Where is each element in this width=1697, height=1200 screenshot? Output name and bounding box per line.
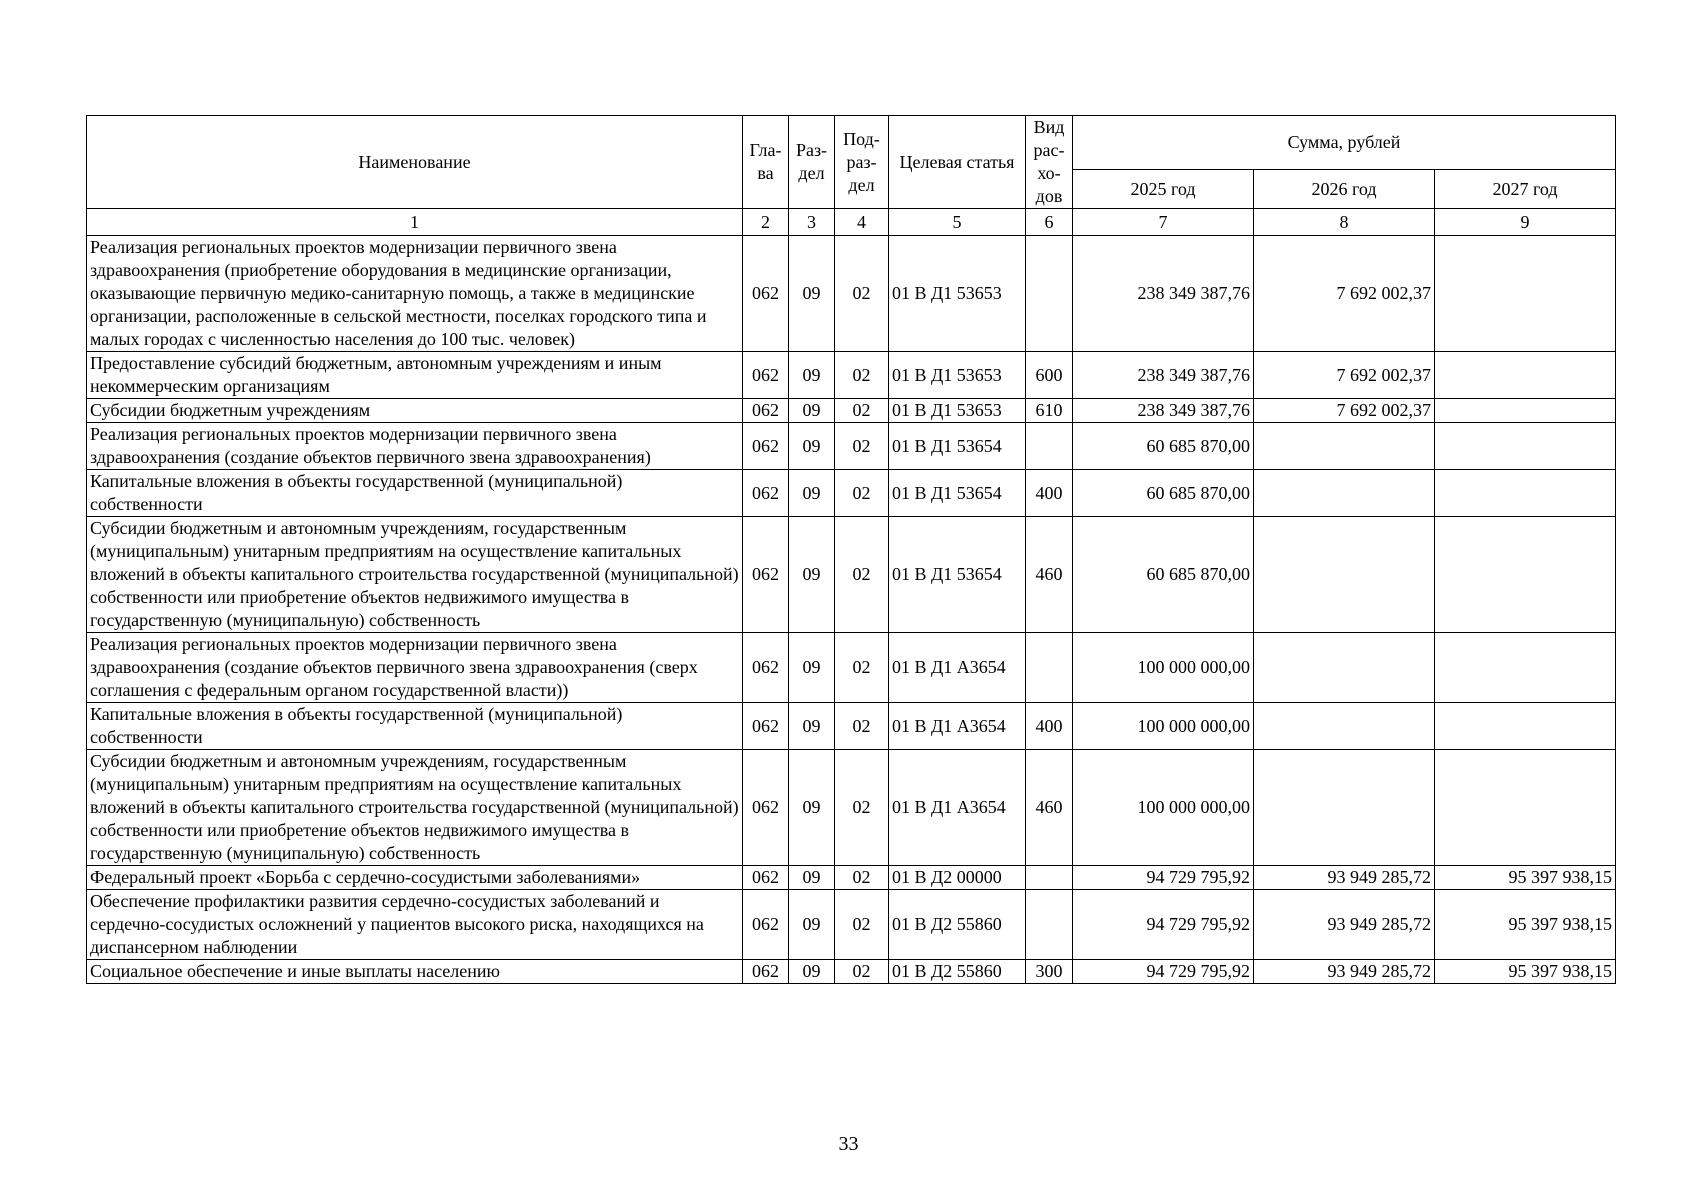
row-sum-2026 <box>1254 633 1435 703</box>
row-subsection: 02 <box>835 236 889 352</box>
row-name: Предоставление субсидий бюджетным, автономным учреждениям и иным некоммерческим организациям <box>87 352 743 399</box>
row-section: 09 <box>789 890 835 960</box>
table-row <box>87 236 1616 352</box>
table-row <box>87 890 1616 960</box>
row-name: Реализация региональных проектов модернизации первичного звена здравоохранения (приобретение оборудования в медицинские организации, оказывающие первичную медико-санитарную помощь, а также в медицинские организации, расположенные в сельской местности, поселках городского типа и малых городах с численностью населения до 100 тыс. человек) <box>87 236 743 352</box>
row-target: 01 В Д1 53654 <box>889 423 1026 470</box>
header-name: Наименование <box>87 116 743 209</box>
row-sum-2026 <box>1254 750 1435 866</box>
row-sum-2025: 100 000 000,00 <box>1073 750 1254 866</box>
header-chapter: Гла-ва <box>743 116 789 209</box>
row-expense-type: 400 <box>1026 470 1073 517</box>
row-expense-type <box>1026 236 1073 352</box>
header-target: Целевая статья <box>889 116 1026 209</box>
row-sum-2026: 93 949 285,72 <box>1254 960 1435 984</box>
row-chapter: 062 <box>743 703 789 750</box>
row-sum-2027 <box>1435 352 1616 399</box>
row-target: 01 В Д1 А3654 <box>889 750 1026 866</box>
table-row <box>87 399 1616 423</box>
row-name: Социальное обеспечение и иные выплаты населению <box>87 960 743 984</box>
column-number: 6 <box>1026 209 1073 236</box>
row-subsection: 02 <box>835 890 889 960</box>
row-subsection: 02 <box>835 633 889 703</box>
row-sum-2027 <box>1435 750 1616 866</box>
row-sum-2026 <box>1254 517 1435 633</box>
row-subsection: 02 <box>835 423 889 470</box>
row-sum-2026: 7 692 002,37 <box>1254 236 1435 352</box>
row-sum-2025: 238 349 387,76 <box>1073 236 1254 352</box>
row-chapter: 062 <box>743 236 789 352</box>
row-chapter: 062 <box>743 399 789 423</box>
row-sum-2025: 94 729 795,92 <box>1073 890 1254 960</box>
table-row <box>87 517 1616 633</box>
row-expense-type <box>1026 423 1073 470</box>
row-expense-type <box>1026 890 1073 960</box>
header-year-2026: 2026 год <box>1254 170 1435 209</box>
row-chapter: 062 <box>743 750 789 866</box>
row-subsection: 02 <box>835 399 889 423</box>
column-number: 1 <box>87 209 743 236</box>
header-expense-type: Вид рас-хо-дов <box>1026 116 1073 209</box>
row-sum-2025: 60 685 870,00 <box>1073 423 1254 470</box>
row-sum-2027 <box>1435 423 1616 470</box>
row-name: Субсидии бюджетным и автономным учреждениям, государственным (муниципальным) унитарным предприятиям на осуществление капитальных вложений в объекты капитального строительства государственной (муниципальной) собственности или приобретение объектов недвижимого имущества в государственную (муниципальную) собственность <box>87 517 743 633</box>
column-number: 5 <box>889 209 1026 236</box>
row-section: 09 <box>789 750 835 866</box>
row-subsection: 02 <box>835 960 889 984</box>
row-subsection: 02 <box>835 352 889 399</box>
column-number: 8 <box>1254 209 1435 236</box>
row-name: Субсидии бюджетным и автономным учреждениям, государственным (муниципальным) унитарным предприятиям на осуществление капитальных вложений в объекты капитального строительства государственной (муниципальной) собственности или приобретение объектов недвижимого имущества в государственную (муниципальную) собственность <box>87 750 743 866</box>
row-sum-2026 <box>1254 703 1435 750</box>
column-number: 9 <box>1435 209 1616 236</box>
row-name: Капитальные вложения в объекты государственной (муниципальной) собственности <box>87 703 743 750</box>
row-sum-2027 <box>1435 633 1616 703</box>
row-name: Реализация региональных проектов модернизации первичного звена здравоохранения (создание объектов первичного звена здравоохранения) <box>87 423 743 470</box>
row-subsection: 02 <box>835 703 889 750</box>
row-target: 01 В Д2 55860 <box>889 960 1026 984</box>
row-sum-2026: 7 692 002,37 <box>1254 399 1435 423</box>
table-row <box>87 703 1616 750</box>
row-chapter: 062 <box>743 890 789 960</box>
row-expense-type: 460 <box>1026 517 1073 633</box>
row-target: 01 В Д1 А3654 <box>889 703 1026 750</box>
table-row <box>87 633 1616 703</box>
row-sum-2027 <box>1435 517 1616 633</box>
row-sum-2027 <box>1435 236 1616 352</box>
row-sum-2025: 94 729 795,92 <box>1073 866 1254 890</box>
row-target: 01 В Д1 53653 <box>889 399 1026 423</box>
header-subsection: Под-раз-дел <box>835 116 889 209</box>
row-subsection: 02 <box>835 517 889 633</box>
row-name: Реализация региональных проектов модернизации первичного звена здравоохранения (создание объектов первичного звена здравоохранения (сверх соглашения с федеральным органом государственной власти)) <box>87 633 743 703</box>
row-sum-2027: 95 397 938,15 <box>1435 960 1616 984</box>
row-section: 09 <box>789 517 835 633</box>
row-sum-2025: 60 685 870,00 <box>1073 517 1254 633</box>
row-section: 09 <box>789 470 835 517</box>
row-target: 01 В Д2 55860 <box>889 890 1026 960</box>
row-target: 01 В Д1 А3654 <box>889 633 1026 703</box>
row-sum-2027 <box>1435 399 1616 423</box>
table-row <box>87 423 1616 470</box>
budget-table <box>86 115 1616 984</box>
row-sum-2025: 100 000 000,00 <box>1073 633 1254 703</box>
row-chapter: 062 <box>743 866 789 890</box>
row-expense-type: 460 <box>1026 750 1073 866</box>
row-sum-2025: 238 349 387,76 <box>1073 399 1254 423</box>
table-row <box>87 960 1616 984</box>
row-name: Федеральный проект «Борьба с сердечно-сосудистыми заболеваниями» <box>87 866 743 890</box>
row-expense-type: 600 <box>1026 352 1073 399</box>
row-name: Капитальные вложения в объекты государственной (муниципальной) собственности <box>87 470 743 517</box>
row-sum-2027 <box>1435 470 1616 517</box>
row-target: 01 В Д1 53653 <box>889 236 1026 352</box>
row-subsection: 02 <box>835 866 889 890</box>
row-sum-2025: 94 729 795,92 <box>1073 960 1254 984</box>
row-sum-2026: 93 949 285,72 <box>1254 890 1435 960</box>
row-chapter: 062 <box>743 470 789 517</box>
row-chapter: 062 <box>743 352 789 399</box>
row-chapter: 062 <box>743 633 789 703</box>
page-number: 33 <box>838 1133 859 1155</box>
row-target: 01 В Д2 00000 <box>889 866 1026 890</box>
row-sum-2026 <box>1254 423 1435 470</box>
row-section: 09 <box>789 866 835 890</box>
row-sum-2027: 95 397 938,15 <box>1435 866 1616 890</box>
row-expense-type <box>1026 866 1073 890</box>
row-chapter: 062 <box>743 960 789 984</box>
row-expense-type: 610 <box>1026 399 1073 423</box>
row-section: 09 <box>789 703 835 750</box>
row-target: 01 В Д1 53654 <box>889 517 1026 633</box>
header-section: Раз-дел <box>789 116 835 209</box>
row-section: 09 <box>789 399 835 423</box>
column-number: 3 <box>789 209 835 236</box>
row-chapter: 062 <box>743 517 789 633</box>
row-section: 09 <box>789 960 835 984</box>
row-sum-2025: 238 349 387,76 <box>1073 352 1254 399</box>
row-section: 09 <box>789 423 835 470</box>
table-row <box>87 866 1616 890</box>
table-row <box>87 750 1616 866</box>
column-numbers-row <box>87 209 1616 236</box>
row-target: 01 В Д1 53654 <box>889 470 1026 517</box>
row-chapter: 062 <box>743 423 789 470</box>
row-section: 09 <box>789 236 835 352</box>
row-name: Обеспечение профилактики развития сердечно-сосудистых заболеваний и сердечно-сосудистых осложнений у пациентов высокого риска, находящихся на диспансерном наблюдении <box>87 890 743 960</box>
header-sum: Сумма, рублей <box>1073 116 1616 170</box>
table-row <box>87 352 1616 399</box>
header-row <box>87 116 1616 170</box>
row-section: 09 <box>789 352 835 399</box>
row-subsection: 02 <box>835 470 889 517</box>
row-sum-2025: 100 000 000,00 <box>1073 703 1254 750</box>
row-sum-2025: 60 685 870,00 <box>1073 470 1254 517</box>
row-expense-type: 400 <box>1026 703 1073 750</box>
row-subsection: 02 <box>835 750 889 866</box>
column-number: 4 <box>835 209 889 236</box>
header-year-2025: 2025 год <box>1073 170 1254 209</box>
row-sum-2026 <box>1254 470 1435 517</box>
row-target: 01 В Д1 53653 <box>889 352 1026 399</box>
table-body <box>87 236 1616 984</box>
row-sum-2026: 93 949 285,72 <box>1254 866 1435 890</box>
column-number: 2 <box>743 209 789 236</box>
column-number: 7 <box>1073 209 1254 236</box>
row-sum-2027 <box>1435 703 1616 750</box>
header-year-2027: 2027 год <box>1435 170 1616 209</box>
table-row <box>87 470 1616 517</box>
row-expense-type <box>1026 633 1073 703</box>
row-section: 09 <box>789 633 835 703</box>
row-sum-2026: 7 692 002,37 <box>1254 352 1435 399</box>
row-name: Субсидии бюджетным учреждениям <box>87 399 743 423</box>
row-expense-type: 300 <box>1026 960 1073 984</box>
row-sum-2027: 95 397 938,15 <box>1435 890 1616 960</box>
